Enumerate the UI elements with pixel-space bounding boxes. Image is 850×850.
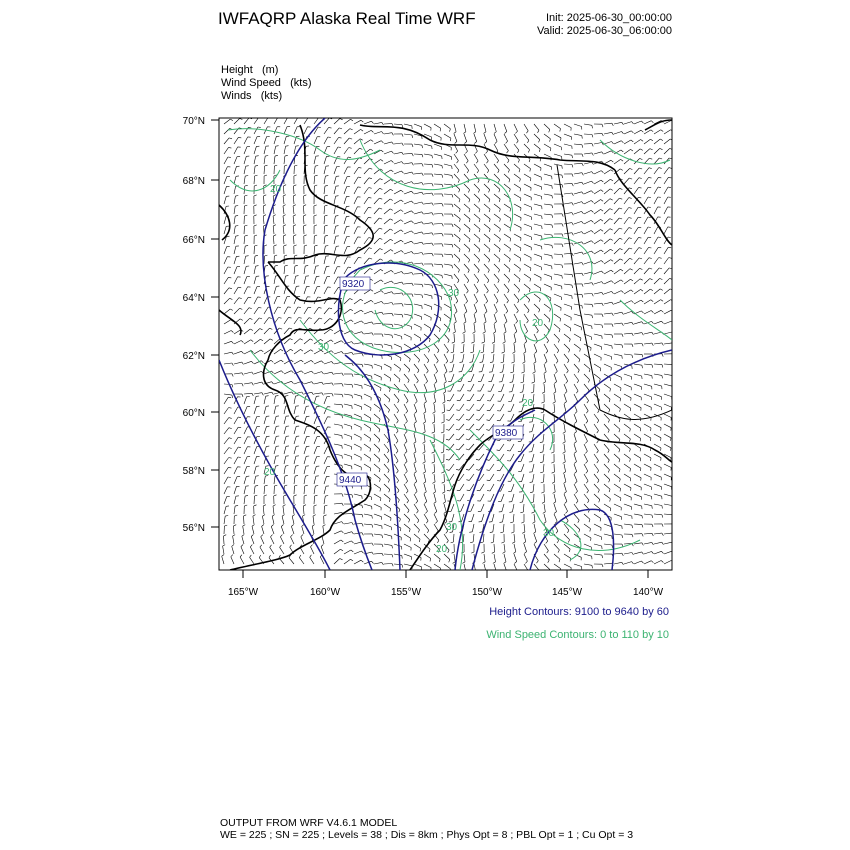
wind-barb-feather: [463, 572, 466, 574]
lat-axis: [211, 120, 219, 527]
field-winds: Winds (kts): [221, 90, 283, 102]
wind-label: 30: [543, 528, 555, 539]
wind-barb-feather: [484, 572, 486, 574]
height-label: 9320: [342, 279, 365, 290]
wind-barb-feather: [515, 571, 517, 573]
wind-label: 30: [448, 288, 460, 299]
lon-label: 155°W: [390, 587, 422, 598]
wind-label: 20: [532, 318, 544, 329]
footer-config: WE = 225 ; SN = 225 ; Levels = 38 ; Dis = 8km ; Phys Opt = 8 ; PBL Opt = 1 ; Cu Opt = 3: [220, 829, 634, 841]
wind-label: 30: [446, 522, 458, 533]
lat-label: 66°N: [182, 235, 205, 246]
wind-label: 20: [270, 184, 282, 195]
footer-model: OUTPUT FROM WRF V4.6.1 MODEL: [220, 817, 398, 829]
lon-axis: [243, 570, 648, 578]
lat-label: 68°N: [182, 176, 205, 187]
lon-label: 165°W: [227, 587, 259, 598]
lat-label: 64°N: [182, 293, 205, 304]
lon-label: 140°W: [632, 587, 664, 598]
lat-labels: [183, 116, 205, 534]
lat-label: 62°N: [182, 351, 205, 362]
lat-label: 56°N: [182, 523, 205, 534]
valid-time: Valid: 2025-06-30_06:00:00: [537, 25, 672, 37]
lat-label: 60°N: [182, 408, 205, 419]
lon-labels: [228, 587, 664, 598]
height-label: 9380: [495, 428, 518, 439]
lat-label: 70°N: [182, 116, 205, 127]
wind-barb-feather: [473, 572, 475, 574]
lon-label: 160°W: [309, 587, 341, 598]
wind-barb-feather: [505, 572, 507, 574]
wind-contour-legend: Wind Speed Contours: 0 to 110 by 10: [486, 629, 669, 641]
wind-label: 20: [522, 398, 534, 409]
model-footer: [220, 817, 633, 841]
wind-label: 30: [318, 342, 330, 353]
lat-label: 58°N: [182, 466, 205, 477]
lon-label: 145°W: [551, 587, 583, 598]
wind-barb-feather: [538, 570, 539, 573]
wind-barb-feather: [494, 572, 496, 574]
init-time: Init: 2025-06-30_00:00:00: [546, 12, 672, 24]
wind-label: 20: [436, 544, 448, 555]
wind-barb-feather: [454, 572, 456, 574]
height-contour-legend: Height Contours: 9100 to 9640 by 60: [489, 606, 669, 618]
wind-barb-feather: [526, 571, 528, 573]
field-wind-speed: Wind Speed (kts): [221, 77, 312, 89]
lon-label: 150°W: [471, 587, 503, 598]
wind-label: 20: [264, 467, 276, 478]
field-height: Height (m): [221, 64, 279, 76]
map-title: IWFAQRP Alaska Real Time WRF: [218, 9, 476, 28]
height-label: 9440: [339, 475, 362, 486]
